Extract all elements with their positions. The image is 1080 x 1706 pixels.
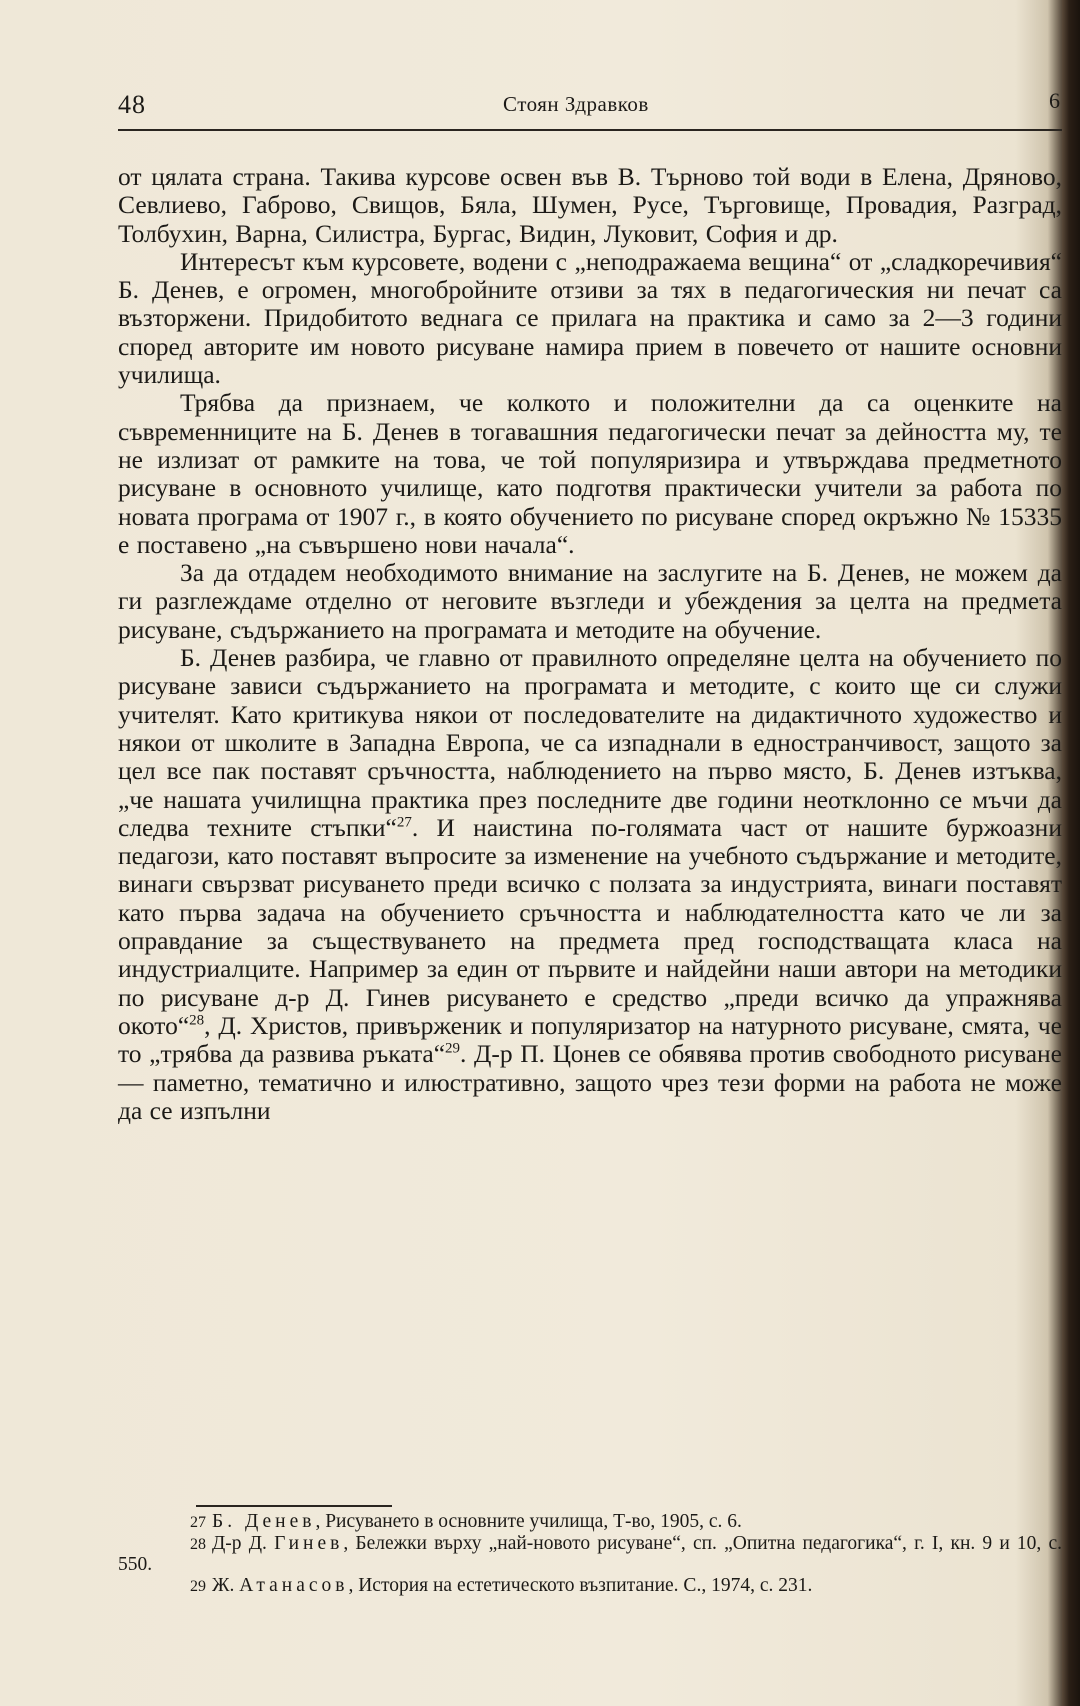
paragraph-2: Интересът към курсовете, водени с „неподражаема вещина“ от „сладкоречивия“ Б. Денев, е огромен, многобройните отзиви за тях в педагогическия ни печат са възторжени. Придобитото веднага се прилага на практика и само за 2—3 години според авторите им новото рисуване намира прием в повечето от нашите основни училища. [118, 246, 1062, 390]
paragraph-5 [118, 644, 1062, 1125]
paragraph-5-part-a: Б. Денев разбира, че главно от правилното определяне целта на обучението по рисуване зависи съдържанието на програмата и методите, с които ще си служи учителят. Като критикува някои от последователите на дидактичното художество и някои от школите в Западна Европа, че са изпаднали в едностранчивост, защото за цел все пак поставят сръчността, наблюдението на първо място, Б. Денев изтъква, „че нашата училищна практика през последните две години неотклонно се мъчи да следва техните стъпки“ [118, 643, 1062, 842]
paragraph-5-part-c: , Д. Христов, привърженик и популяризатор на натурното рисуване, смята, че то „трябва да развива ръката“ [118, 1010, 1062, 1069]
footnotes [118, 1512, 1062, 1597]
footnote-ref-28: 28 [189, 1012, 205, 1029]
paragraph-1: от цялата страна. Такива курсове освен във В. Търново той води в Елена, Дряново, Севлиево, Габрово, Свищов, Бяла, Шумен, Русе, Търговище, Провадия, Разград, Толбухин, Варна, Силистра, Бургас, Видин, Луковит, София и др. [118, 162, 1062, 248]
running-title: Стоян Здравков [503, 92, 649, 116]
footnote-27: 27 Б. Денев, Рисуването в основните училища, Т-во, 1905, с. 6. [190, 1511, 742, 1532]
page-number: 48 [118, 90, 146, 119]
header-rule [118, 129, 1062, 131]
footnote-rule [196, 1505, 392, 1507]
footnote-28: 28 Д-р Д. Гинев, Бележки върху „най-новото рисуване“, сп. „Опитна педагогика“, г. I, кн. 9 и 10, с. 550. [118, 1532, 1062, 1575]
page-header [118, 84, 1060, 124]
body-text [118, 163, 1062, 1125]
paragraph-5-part-d: . Д-р П. Цонев се обявява против свободното рисуване — паметно, тематично и илюстративно, защото чрез тези форми на работа не може да се изпълни [118, 1039, 1062, 1125]
section-number: 6 [1049, 88, 1060, 113]
footnote-ref-27: 27 [396, 814, 412, 831]
book-spine-shadow [1062, 0, 1080, 1706]
footnote-ref-29: 29 [445, 1040, 461, 1057]
paragraph-5-part-b: . И наистина по-голямата част от нашите буржоазни педагози, като поставят въпросите за изменение на учебното съдържание и методите, винаги свързват рисуването преди всичко с ползата за индустрията, винаги поставят като първа задача на обучението сръчността и наблюдателността като че ли за оправдание за съществуването на предмета пред господстващата класа на индустриалците. Например за един от първите и найдейни наши автори на методики по рисуване д-р Д. Гинев рисуването е средство „преди всичко да упражнява окото“ [118, 812, 1062, 1040]
paragraph-4: За да отдадем необходимото внимание на заслугите на Б. Денев, не можем да ги разглеждаме отделно от неговите възгледи и убеждения за целта на предмета рисуване, съдържанието на програмата и методите на обучение. [118, 558, 1062, 644]
footnote-29: 29 Ж. Атанасов, История на естетическото възпитание. С., 1974, с. 231. [190, 1574, 813, 1596]
paragraph-3: Трябва да признаем, че колкото и положителни да са оценките на съвременниците на Б. Денев в тогавашния педагогически печат за дейността му, те не излизат от рамките на това, че той популяризира и утвърждава предметното рисуване в основното училище, като подготвя практически учители за работа по новата програма от 1907 г., в която обучението по рисуване според окръжно № 15335 е поставено „на съвършено нови начала“. [118, 388, 1062, 559]
